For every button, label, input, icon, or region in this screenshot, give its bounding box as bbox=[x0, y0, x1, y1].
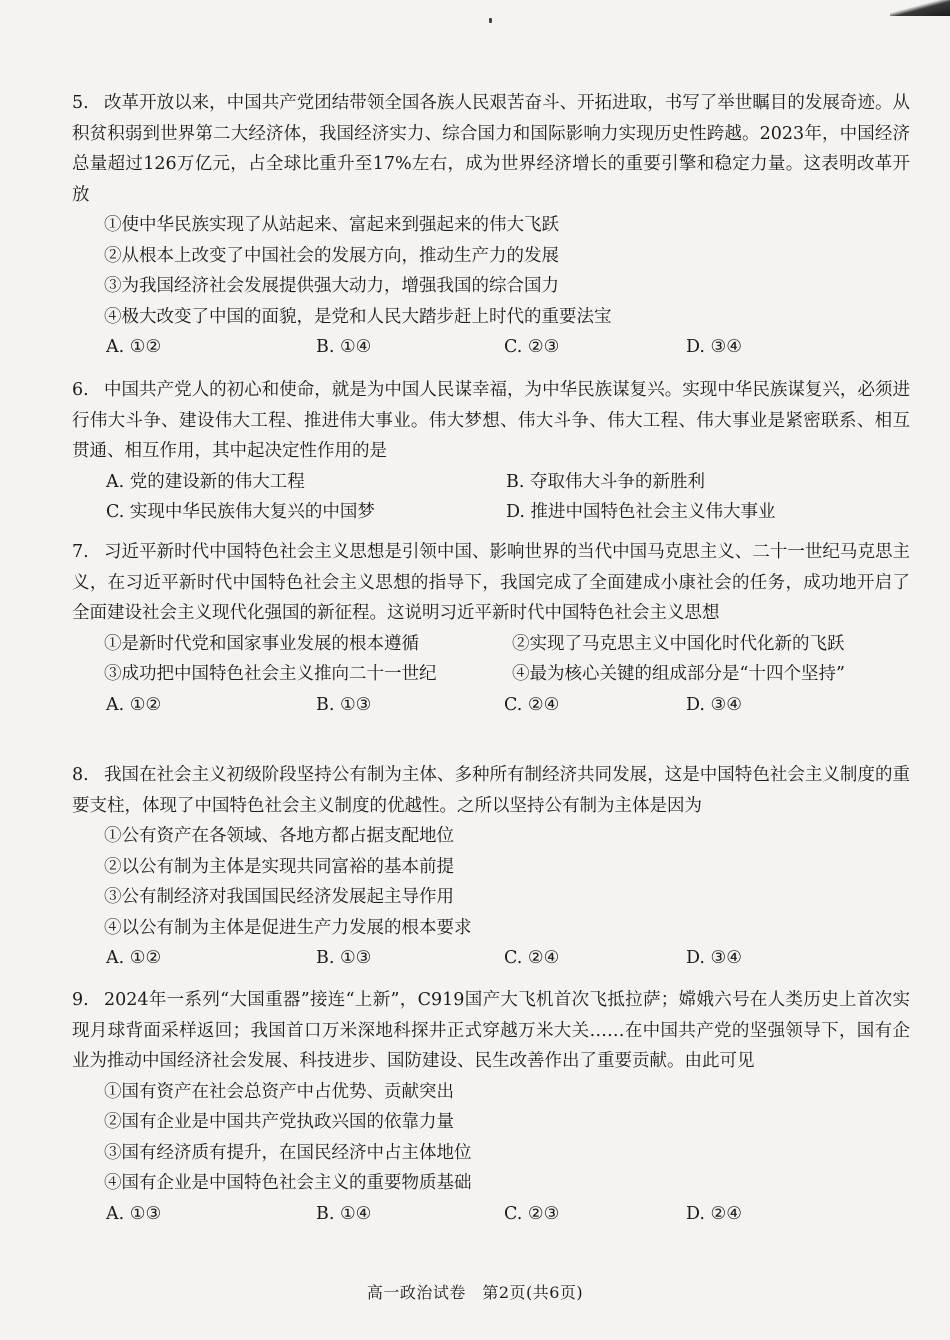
question-text: 改革开放以来，中国共产党团结带领全国各族人民艰苦奋斗、开拓进取，书写了举世瞩目的发展奇迹。从积贫积弱到世界第二大经济体，我国经济实力、综合国力和国际影响力实现历史性跨越。2023年，中国经济总量超过126万亿元，占全球比重升至17%左右，成为世界经济增长的重要引擎和稳定力量。这表明改革开放 bbox=[72, 93, 910, 205]
statement-row-1 bbox=[72, 629, 910, 660]
statement-item: ④以公有制为主体是促进生产力发展的根本要求 bbox=[104, 917, 472, 938]
option-d[interactable]: D. ③④ bbox=[686, 337, 742, 357]
statement-item: ①国有资产在社会总资产中占优势、贡献突出 bbox=[104, 1081, 454, 1102]
option-d[interactable]: D. 推进中国特色社会主义伟大事业 bbox=[506, 502, 776, 522]
question-stem bbox=[72, 985, 910, 1077]
option-a[interactable]: A. ①② bbox=[106, 948, 162, 968]
option-b[interactable]: B. 夺取伟大斗争的新胜利 bbox=[506, 471, 705, 492]
option-b[interactable]: B. ①③ bbox=[316, 694, 372, 715]
scan-speck bbox=[489, 18, 492, 23]
question-number: 8. bbox=[72, 765, 89, 785]
question-text: 习近平新时代中国特色社会主义思想是引领中国、影响世界的当代中国马克思主义、二十一世纪马克思主义，在习近平新时代中国特色社会主义思想的指导下，我国完成了全面建成小康社会的任务，成功地开启了全面建设社会主义现代化强国的新征程。这说明习近平新时代中国特色社会主义思想 bbox=[72, 542, 910, 623]
statement-item: ④最为核心关键的组成部分是“十四个坚持” bbox=[512, 664, 845, 684]
option-a[interactable]: A. ①② bbox=[106, 337, 162, 357]
question-stem bbox=[72, 375, 910, 467]
statement-item: ③国有经济质有提升，在国民经济中占主体地位 bbox=[104, 1142, 472, 1163]
option-c[interactable]: C. ②④ bbox=[504, 694, 560, 715]
question-text: 2024年一系列“大国重器”接连“上新”，C919国产大飞机首次飞抵拉萨；嫦娥六号在人类历史上首次实现月球背面采样返回；我国首口万米深地科探井正式穿越万米大关……在中国共产党的坚强领导下，国有企业为推动中国经济社会发展、科技进步、国防建设、民生改善作出了重要贡献。由此可见 bbox=[72, 990, 910, 1071]
question-text: 我国在社会主义初级阶段坚持公有制为主体、多种所有制经济共同发展，这是中国特色社会主义制度的重要支柱，体现了中国特色社会主义制度的优越性。之所以坚持公有制为主体是因为 bbox=[72, 765, 910, 816]
option-b[interactable]: B. ①③ bbox=[316, 948, 372, 968]
question-5 bbox=[72, 88, 910, 363]
statement-item: ①是新时代党和国家事业发展的根本遵循 bbox=[104, 633, 419, 654]
option-b[interactable]: B. ①④ bbox=[316, 1203, 372, 1224]
question-9 bbox=[72, 985, 910, 1229]
question-text: 中国共产党人的初心和使命，就是为中国人民谋幸福，为中华民族谋复兴。实现中华民族谋复兴，必须进行伟大斗争、建设伟大工程、推进伟大事业。伟大梦想、伟大斗争、伟大工程、伟大事业是紧密联系、相互贯通、相互作用，其中起决定性作用的是 bbox=[72, 380, 910, 461]
option-b[interactable]: B. ①④ bbox=[316, 337, 372, 357]
answer-options bbox=[72, 332, 910, 363]
option-d[interactable]: D. ②④ bbox=[686, 1203, 742, 1224]
question-stem bbox=[72, 537, 910, 629]
question-number: 5. bbox=[72, 93, 89, 113]
question-8 bbox=[72, 760, 910, 974]
question-7 bbox=[72, 537, 910, 720]
question-number: 7. bbox=[72, 542, 89, 562]
option-a[interactable]: A. ①② bbox=[106, 694, 162, 715]
statement-item: ②以公有制为主体是实现共同富裕的基本前提 bbox=[104, 856, 454, 877]
answer-options bbox=[72, 943, 910, 974]
question-number: 9. bbox=[72, 990, 89, 1010]
statement-item: ③为我国经济社会发展提供强大动力，增强我国的综合国力 bbox=[104, 276, 559, 296]
answer-options-row-1 bbox=[72, 467, 910, 498]
scan-corner-shadow bbox=[890, 0, 950, 16]
question-stem bbox=[72, 88, 910, 210]
option-d[interactable]: D. ③④ bbox=[686, 694, 742, 715]
statement-item: ④国有企业是中国特色社会主义的重要物质基础 bbox=[104, 1173, 472, 1193]
statement-item: ①使中华民族实现了从站起来、富起来到强起来的伟大飞跃 bbox=[104, 215, 559, 235]
statement-item: ①公有资产在各领域、各地方都占据支配地位 bbox=[104, 826, 454, 846]
option-a[interactable]: A. ①③ bbox=[106, 1203, 162, 1224]
statement-item: ④极大改变了中国的面貌，是党和人民大踏步赶上时代的重要法宝 bbox=[104, 306, 612, 327]
answer-options-row-2 bbox=[72, 497, 910, 528]
statement-item: ②国有企业是中国共产党执政兴国的依靠力量 bbox=[104, 1112, 454, 1132]
option-d[interactable]: D. ③④ bbox=[686, 948, 742, 968]
statement-item: ②实现了马克思主义中国化时代化新的飞跃 bbox=[512, 633, 845, 654]
question-stem bbox=[72, 760, 910, 821]
option-c[interactable]: C. ②④ bbox=[504, 948, 560, 968]
answer-options bbox=[72, 1199, 910, 1230]
statement-item: ②从根本上改变了中国社会的发展方向，推动生产力的发展 bbox=[104, 245, 559, 266]
statement-item: ③成功把中国特色社会主义推向二十一世纪 bbox=[104, 664, 437, 684]
statement-row-2 bbox=[72, 659, 910, 690]
option-c[interactable]: C. ②③ bbox=[504, 337, 560, 357]
question-number: 6. bbox=[72, 380, 89, 400]
question-6 bbox=[72, 375, 910, 528]
answer-options bbox=[72, 690, 910, 721]
option-a[interactable]: A. 党的建设新的伟大工程 bbox=[106, 471, 305, 492]
option-c[interactable]: C. ②③ bbox=[504, 1203, 560, 1224]
statement-item: ③公有制经济对我国国民经济发展起主导作用 bbox=[104, 887, 454, 907]
page-footer: 高一政治试卷 第2页(共6页) bbox=[366, 1283, 584, 1302]
option-c[interactable]: C. 实现中华民族伟大复兴的中国梦 bbox=[106, 502, 375, 522]
